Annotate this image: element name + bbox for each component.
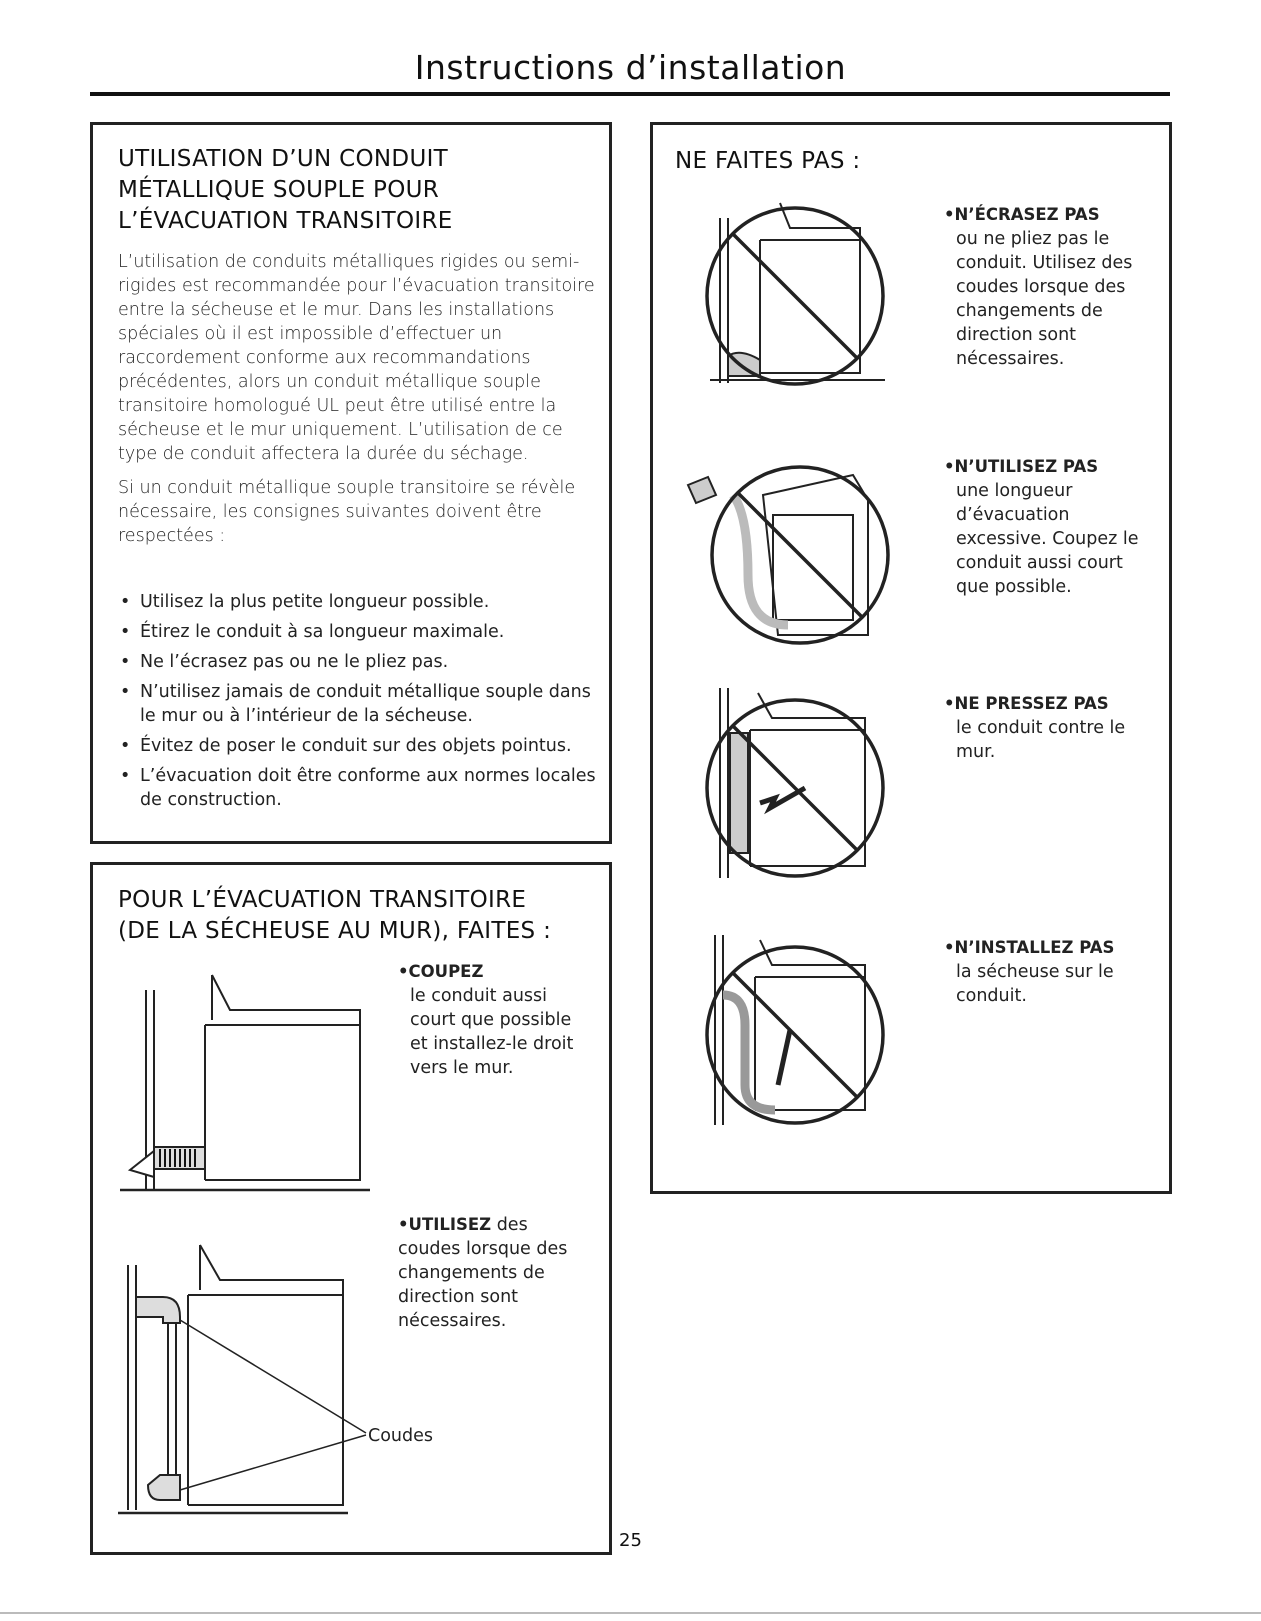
note-text: ou ne pliez pas le conduit. Utilisez des coudes lorsque des changements de direction sont nécessaires.	[956, 229, 1133, 369]
note-keyword: •N’ÉCRASEZ PAS	[944, 205, 1100, 224]
paragraph-2: Si un conduit métallique souple transitoire se révèle nécessaire, les consignes suivantes doivent être respectées :	[118, 478, 576, 546]
note-keyword: •N’UTILISEZ PAS	[944, 457, 1099, 476]
list-item: • Étirez le conduit à sa longueur maximale.	[120, 622, 505, 642]
excess-length-prohibited-illustration	[688, 455, 913, 655]
crushed-duct-prohibited-illustration	[700, 198, 900, 398]
heading-line: POUR L’ÉVACUATION TRANSITOIRE	[118, 887, 527, 913]
note-text: la sécheuse sur le conduit.	[956, 962, 1114, 1006]
flexible-duct-text	[118, 250, 598, 558]
flexible-duct-rules	[118, 590, 598, 818]
note-use-elbows	[398, 1213, 588, 1333]
heading-line: L’ÉVACUATION TRANSITOIRE	[118, 208, 453, 234]
note-text: des coudes lorsque des changements de direction sont nécessaires.	[398, 1215, 568, 1331]
note-no-crush	[944, 203, 1144, 371]
heading-line: UTILISATION D’UN CONDUIT	[118, 146, 449, 172]
note-keyword: •NE PRESSEZ PAS	[944, 694, 1109, 713]
page-number: 25	[619, 1530, 642, 1551]
heading-line: (DE LA SÉCHEUSE AU MUR), FAITES :	[118, 918, 552, 944]
straight-duct-illustration	[120, 975, 390, 1225]
note-text: le conduit contre le mur.	[956, 718, 1126, 762]
page-bottom-rule	[0, 1612, 1261, 1614]
list-item: • Utilisez la plus petite longueur possible.	[120, 592, 490, 612]
flexible-duct-heading	[118, 144, 453, 237]
list-item: • Évitez de poser le conduit sur des objets pointus.	[120, 736, 572, 756]
note-keyword: •COUPEZ	[398, 962, 484, 981]
note-keyword: •UTILISEZ	[398, 1215, 492, 1234]
list-item: • N’utilisez jamais de conduit métallique souple dans le mur ou à l’intérieur de la sécheuse.	[120, 682, 591, 726]
note-no-excess-length	[944, 455, 1144, 599]
list-item: • L’évacuation doit être conforme aux normes locales de construction.	[120, 766, 596, 810]
note-no-install-on-duct	[944, 936, 1144, 1008]
do-heading	[118, 885, 551, 947]
title-rule	[90, 92, 1170, 96]
dryer-on-duct-prohibited-illustration	[700, 935, 900, 1135]
note-text: le conduit aussi court que possible et installez-le droit vers le mur.	[410, 986, 574, 1078]
note-text: une longueur d’évacuation excessive. Coupez le conduit aussi court que possible.	[956, 481, 1139, 597]
dont-heading: NE FAITES PAS :	[675, 148, 861, 174]
note-no-press	[944, 692, 1144, 764]
page-title: Instructions d’installation	[414, 48, 847, 87]
pressed-against-wall-prohibited-illustration	[700, 688, 900, 888]
note-keyword: •N’INSTALLEZ PAS	[944, 938, 1115, 957]
note-cut	[398, 960, 588, 1080]
elbows-callout: Coudes	[368, 1426, 434, 1446]
list-item: • Ne l’écrasez pas ou ne le pliez pas.	[120, 652, 449, 672]
paragraph-1: L’utilisation de conduits métalliques rigides ou semi-rigides est recommandée pour l’évacuation transitoire entre la sécheuse et le mur. Dans les installations spéciales où il est impossible d’effectuer un raccordement conforme aux recommandations précédentes, alors un conduit métallique souple transitoire homologué UL peut être utilisé entre la sécheuse et le mur uniquement. L’utilisation de ce type de conduit affectera la durée du séchage.	[118, 252, 595, 464]
heading-line: MÉTALLIQUE SOUPLE POUR	[118, 177, 440, 203]
